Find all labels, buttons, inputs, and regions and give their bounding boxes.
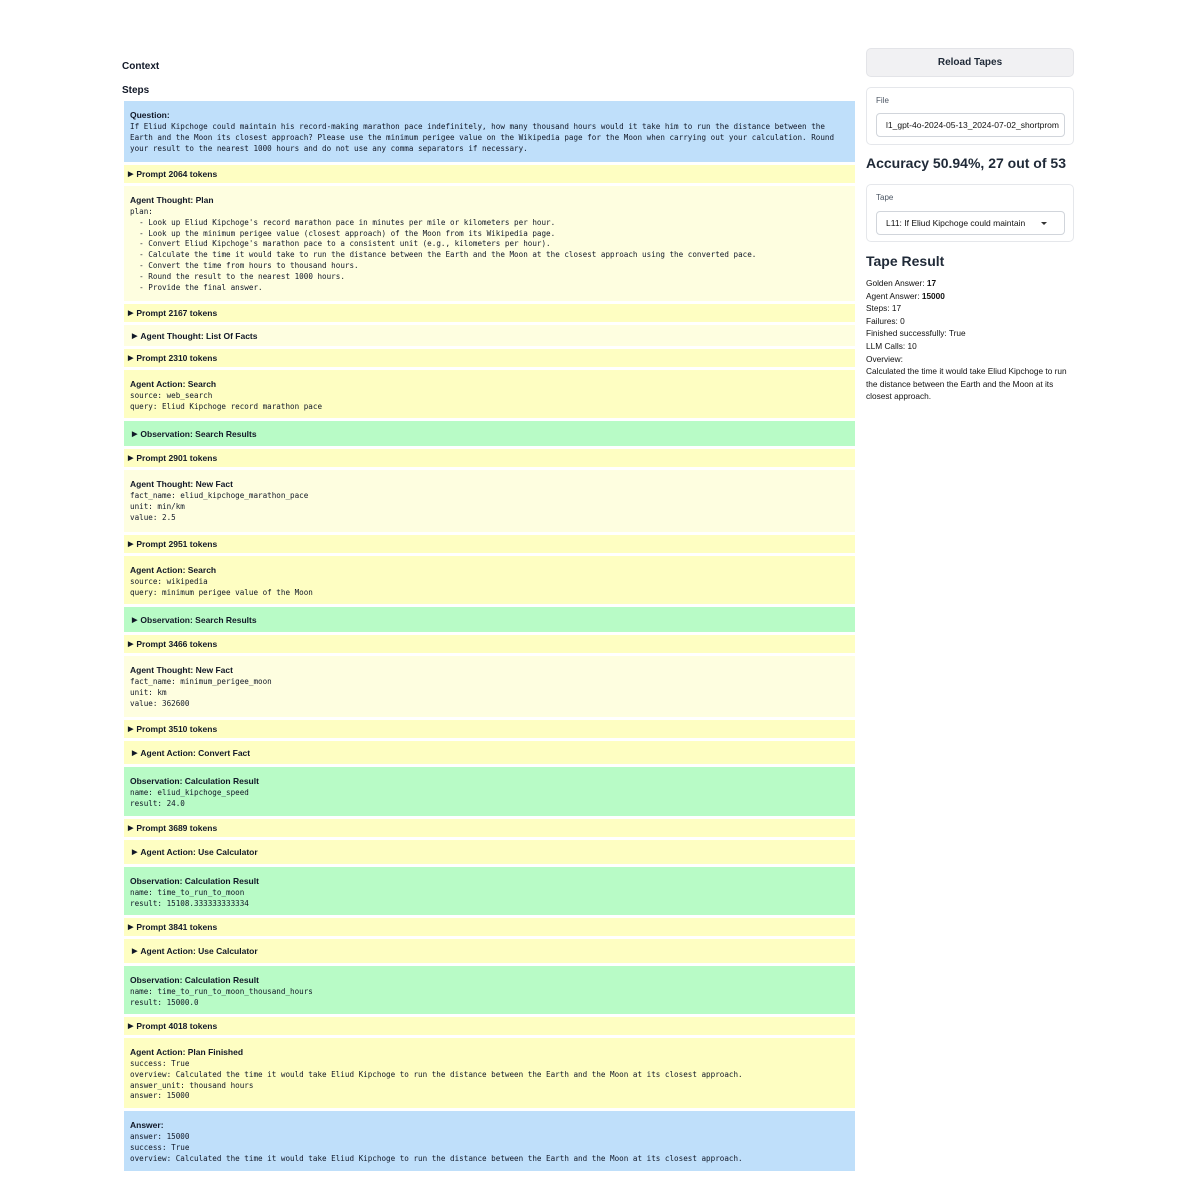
tape-result-details [866,277,1075,403]
expand-triangle-icon: ▶ [128,455,134,462]
collapsed-step[interactable] [124,325,855,346]
collapsed-step[interactable] [124,304,855,322]
step-label: Agent Action: Use Calculator [140,847,258,857]
agent-answer-value: 15000 [921,290,945,301]
step-title: Observation: Calculation Result [130,776,259,786]
step-title: Agent Action: Search [130,565,217,575]
step-label: Prompt 2951 tokens [136,539,218,549]
step-body: source: wikipedia query: minimum perigee value of the Moon [130,577,313,597]
step-block [124,767,855,816]
collapsed-step[interactable] [124,635,855,653]
collapsed-step[interactable] [124,421,855,446]
step-block [124,966,855,1014]
step-body: answer: 15000 success: True overview: Calculated the time it would take Eliud Kipchoge to run the distance between the Earth and the Moon at its closest approach. [130,1132,743,1163]
golden-answer-value: 17 [926,278,937,288]
collapsed-step[interactable] [124,449,855,467]
steps-list [124,101,855,1174]
expand-triangle-icon: ▶ [132,616,138,624]
tape-select[interactable] [876,211,1065,235]
step-body: fact_name: eliud_kipchoge_marathon_pace unit: min/km value: 2.5 [130,491,309,522]
expand-triangle-icon: ▶ [128,924,134,931]
steps-count: Steps: 17 [866,303,902,314]
step-label: Observation: Search Results [140,614,257,625]
step-label: Prompt 3689 tokens [136,823,218,833]
collapsed-step[interactable] [124,939,855,963]
overview-text: Calculated the time it would take Eliud Kipchoge to run the distance between the Earth and the Moon at its closest approach. [866,366,1067,402]
step-block [124,1038,855,1108]
expand-triangle-icon: ▶ [132,948,138,955]
collapsed-step[interactable] [124,918,855,936]
step-block [124,470,855,532]
step-label: Prompt 2167 tokens [136,308,218,318]
step-title: Agent Thought: New Fact [130,665,233,675]
step-label: Prompt 3466 tokens [136,639,218,649]
step-label: Prompt 4018 tokens [136,1021,218,1031]
expand-triangle-icon: ▶ [132,749,138,757]
step-label: Agent Action: Convert Fact [140,747,251,758]
step-block [124,101,855,162]
file-field [866,87,1074,145]
step-label: Prompt 2901 tokens [136,453,218,463]
steps-heading: Steps [122,85,150,96]
tape-label: Tape [876,193,894,202]
step-block [124,370,855,418]
collapsed-step[interactable] [124,1017,855,1035]
overview-label: Overview: [866,353,903,364]
step-label: Agent Action: Use Calculator [140,946,258,956]
step-title: Answer: [130,1120,164,1130]
step-label: Prompt 2310 tokens [136,353,218,363]
context-heading: Context [122,61,160,72]
step-title: Question: [130,110,170,120]
tape-field [866,184,1074,242]
step-body: name: eliud_kipchoge_speed result: 24.0 [130,788,249,808]
step-title: Observation: Calculation Result [130,876,259,886]
finished-status: Finished successfully: True [866,328,966,339]
collapsed-step[interactable] [124,607,855,632]
step-body: name: time_to_run_to_moon result: 15108.333333333334 [130,888,249,908]
collapsed-step[interactable] [124,349,855,367]
step-title: Agent Action: Plan Finished [130,1047,244,1057]
collapsed-step[interactable] [124,720,855,738]
expand-triangle-icon: ▶ [128,1023,134,1030]
step-label: Prompt 2064 tokens [136,169,218,179]
file-label: File [876,96,889,105]
expand-triangle-icon: ▶ [132,430,138,438]
agent-answer-row: Agent Answer: 15000 [866,290,945,301]
tape-result-title: Tape Result [866,253,945,269]
expand-triangle-icon: ▶ [128,726,134,733]
accuracy-text: Accuracy 50.94%, 27 out of 53 [866,155,1066,171]
file-input[interactable]: l1_gpt-4o-2024-05-13_2024-07-02_shortprom [876,113,1065,137]
step-body: source: web_search query: Eliud Kipchoge record marathon pace [130,391,323,411]
llm-calls-count: LLM Calls: 10 [866,340,917,351]
expand-triangle-icon: ▶ [128,825,134,832]
chevron-down-icon [1041,222,1047,225]
step-body: plan: - Look up Eliud Kipchoge's record marathon pace in minutes per mile or kilometers per hour. - Look up the minimum perigee value (closest approach) of the Moon from its Wikipedia page. - Convert Eliud Kipchoge's marathon pace to a consistent unit (e.g., kilometers per hour). - Calculate the time it would take to run the distance between the Earth and the Moon at the closest approach using the converted pace. - Convert the time from hours to thousand hours. - Round the result to the nearest 1000 hours. - Provide the final answer. [130,207,757,292]
golden-answer-row: Golden Answer: 17 [866,278,937,288]
step-body: name: time_to_run_to_moon_thousand_hours result: 15000.0 [130,987,313,1007]
step-title: Observation: Calculation Result [130,975,259,985]
collapsed-step[interactable] [124,819,855,837]
expand-triangle-icon: ▶ [132,849,138,856]
step-title: Agent Action: Search [130,379,217,389]
step-block [124,656,855,717]
step-body: success: True overview: Calculated the time it would take Eliud Kipchoge to run the distance between the Earth and the Moon at its closest approach. answer_unit: thousand hours answer: 15000 [130,1059,743,1101]
collapsed-step[interactable] [124,535,855,553]
step-body: If Eliud Kipchoge could maintain his record-making marathon pace indefinitely, how many thousand hours would it take him to run the distance between the Earth and the Moon its closest approach? Please use the minimum perigee value on the Wikipedia page for the Moon when carrying out your calculation. Round your result to the nearest 1000 hours and do not use any comma separators if necessary. [130,122,839,153]
step-block [124,1111,855,1171]
reload-tapes-button[interactable]: Reload Tapes [866,48,1074,77]
step-label: Agent Thought: List Of Facts [140,330,258,341]
collapsed-step[interactable] [124,840,855,864]
expand-triangle-icon: ▶ [128,171,134,178]
expand-triangle-icon: ▶ [128,641,134,648]
step-title: Agent Thought: New Fact [130,479,233,489]
failures-count: Failures: 0 [866,315,905,326]
step-body: fact_name: minimum_perigee_moon unit: km value: 362600 [130,677,272,708]
step-title: Agent Thought: Plan [130,195,214,205]
step-block [124,186,855,301]
step-label: Observation: Search Results [140,428,257,439]
step-label: Prompt 3841 tokens [136,922,218,932]
expand-triangle-icon: ▶ [128,355,134,362]
step-block [124,556,855,604]
expand-triangle-icon: ▶ [128,310,134,317]
tape-select-value: L11: If Eliud Kipchoge could maintain [886,218,1026,228]
collapsed-step[interactable] [124,741,855,764]
expand-triangle-icon: ▶ [128,541,134,548]
step-block [124,867,855,915]
expand-triangle-icon: ▶ [132,332,138,340]
step-label: Prompt 3510 tokens [136,724,218,734]
collapsed-step[interactable] [124,165,855,183]
